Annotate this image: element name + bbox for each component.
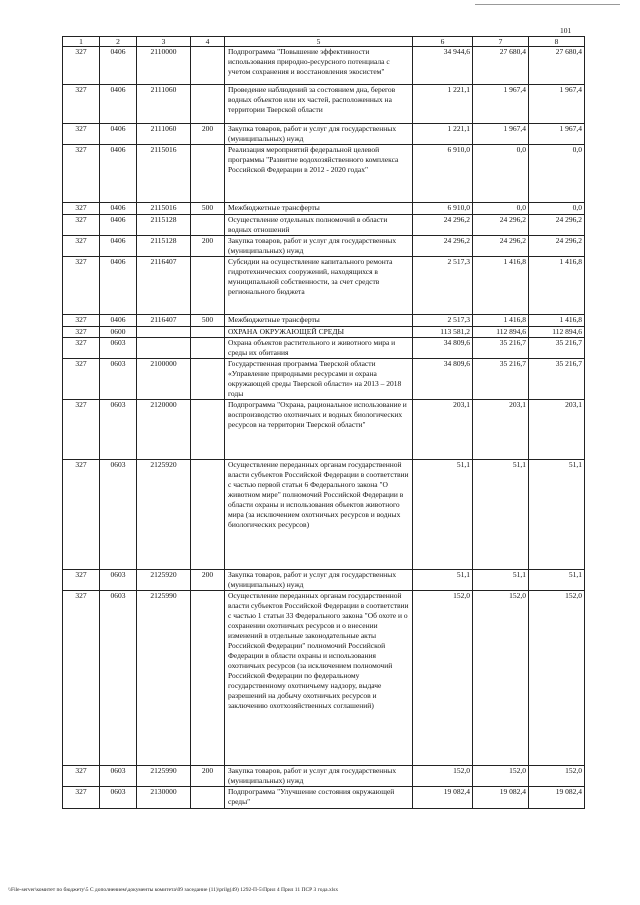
- description-cell: Реализация мероприятий федеральной целевой программы "Развитие водохозяйственного комплекса Российской Федерации в 2012 - 2020 годах": [225, 145, 413, 203]
- table-row: [63, 85, 585, 124]
- section-code-cell: 0603: [100, 460, 137, 570]
- amount-year2-cell: 19 082,4: [473, 787, 529, 809]
- description-cell: Подпрограмма "Охрана, рациональное использование и воспроизводство охотничьих и водных биологических ресурсов на территории Тверской области": [225, 400, 413, 460]
- admin-code-cell: 327: [63, 315, 100, 327]
- expense-type-cell: [191, 47, 225, 85]
- amount-year3-cell: 152,0: [529, 766, 585, 787]
- expense-type-cell: [191, 460, 225, 570]
- admin-code-cell: 327: [63, 787, 100, 809]
- amount-year1-cell: 51,1: [413, 460, 473, 570]
- amount-year3-cell: 35 216,7: [529, 359, 585, 400]
- description-cell: Межбюджетные трансферты: [225, 203, 413, 215]
- amount-year3-cell: 1 416,8: [529, 315, 585, 327]
- amount-year3-cell: 19 082,4: [529, 787, 585, 809]
- amount-year2-cell: 24 296,2: [473, 236, 529, 257]
- table-row: [63, 570, 585, 591]
- section-code-cell: 0406: [100, 215, 137, 236]
- target-code-cell: 2130000: [137, 787, 191, 809]
- amount-year3-cell: 51,1: [529, 570, 585, 591]
- expense-type-cell: 500: [191, 203, 225, 215]
- table-row: [63, 124, 585, 145]
- amount-year1-cell: 24 296,2: [413, 215, 473, 236]
- amount-year3-cell: 51,1: [529, 460, 585, 570]
- admin-code-cell: 327: [63, 257, 100, 315]
- section-code-cell: 0406: [100, 315, 137, 327]
- amount-year3-cell: 112 894,6: [529, 327, 585, 338]
- description-cell: Осуществление переданных органам государственной власти субъектов Российской Федерации в соответствии с частью первой статьи 6 Федерального закона "О животном мире" полномочий Российской Федерации в области охраны и использования объектов животного мира (за исключением охотничьих ресурсов и водных биологических ресурсов): [225, 460, 413, 570]
- column-header: 4: [191, 37, 225, 47]
- column-header: 6: [413, 37, 473, 47]
- table-row: [63, 787, 585, 809]
- target-code-cell: 2110000: [137, 47, 191, 85]
- admin-code-cell: 327: [63, 203, 100, 215]
- admin-code-cell: 327: [63, 85, 100, 124]
- amount-year1-cell: 34 809,6: [413, 338, 473, 359]
- target-code-cell: 2125990: [137, 591, 191, 766]
- admin-code-cell: 327: [63, 359, 100, 400]
- amount-year1-cell: 2 517,3: [413, 257, 473, 315]
- expense-type-cell: [191, 145, 225, 203]
- target-code-cell: 2115128: [137, 236, 191, 257]
- target-code-cell: 2125920: [137, 570, 191, 591]
- admin-code-cell: 327: [63, 327, 100, 338]
- description-cell: ОХРАНА ОКРУЖАЮЩЕЙ СРЕДЫ: [225, 327, 413, 338]
- expense-type-cell: [191, 215, 225, 236]
- description-cell: Проведение наблюдений за состоянием дна, берегов водных объектов или их частей, расположенных на территории Тверской области: [225, 85, 413, 124]
- amount-year3-cell: 24 296,2: [529, 215, 585, 236]
- section-code-cell: 0603: [100, 400, 137, 460]
- description-cell: Осуществление отдельных полномочий в области водных отношений: [225, 215, 413, 236]
- section-code-cell: 0406: [100, 145, 137, 203]
- target-code-cell: 2111060: [137, 124, 191, 145]
- amount-year2-cell: 152,0: [473, 766, 529, 787]
- amount-year1-cell: 152,0: [413, 766, 473, 787]
- description-cell: Межбюджетные трансферты: [225, 315, 413, 327]
- amount-year3-cell: 1 967,4: [529, 85, 585, 124]
- amount-year1-cell: 1 221,1: [413, 124, 473, 145]
- admin-code-cell: 327: [63, 400, 100, 460]
- section-code-cell: 0603: [100, 591, 137, 766]
- amount-year1-cell: 6 910,0: [413, 203, 473, 215]
- amount-year1-cell: 1 221,1: [413, 85, 473, 124]
- section-code-cell: 0603: [100, 359, 137, 400]
- target-code-cell: 2115016: [137, 145, 191, 203]
- budget-table: [62, 36, 585, 809]
- target-code-cell: 2120000: [137, 400, 191, 460]
- file-path-footer: \\File-server\комитет по бюджету\5 С дополнением\документы комитета\09 заседание (11)\prilg(49) 1292-П-5\Прил 4 Прил 11 ПСР 3 года.xlsx: [8, 887, 339, 893]
- expense-type-cell: 200: [191, 236, 225, 257]
- admin-code-cell: 327: [63, 47, 100, 85]
- expense-type-cell: 200: [191, 124, 225, 145]
- expense-type-cell: [191, 400, 225, 460]
- section-code-cell: 0603: [100, 570, 137, 591]
- expense-type-cell: [191, 359, 225, 400]
- amount-year2-cell: 1 416,8: [473, 257, 529, 315]
- amount-year2-cell: 0,0: [473, 203, 529, 215]
- amount-year2-cell: 203,1: [473, 400, 529, 460]
- target-code-cell: 2100000: [137, 359, 191, 400]
- expense-type-cell: 200: [191, 570, 225, 591]
- amount-year1-cell: 51,1: [413, 570, 473, 591]
- description-cell: Закупка товаров, работ и услуг для государственных (муниципальных) нужд: [225, 570, 413, 591]
- table-row: [63, 315, 585, 327]
- amount-year1-cell: 203,1: [413, 400, 473, 460]
- table-row: [63, 215, 585, 236]
- amount-year3-cell: 27 680,4: [529, 47, 585, 85]
- admin-code-cell: 327: [63, 570, 100, 591]
- amount-year1-cell: 152,0: [413, 591, 473, 766]
- target-code-cell: 2125920: [137, 460, 191, 570]
- table-row: [63, 460, 585, 570]
- expense-type-cell: [191, 787, 225, 809]
- column-header: 7: [473, 37, 529, 47]
- table-row: [63, 203, 585, 215]
- admin-code-cell: 327: [63, 338, 100, 359]
- admin-code-cell: 327: [63, 766, 100, 787]
- expense-type-cell: [191, 338, 225, 359]
- table-row: [63, 47, 585, 85]
- table-row: [63, 766, 585, 787]
- description-cell: Подпрограмма "Улучшение состояния окружающей среды": [225, 787, 413, 809]
- amount-year1-cell: 2 517,3: [413, 315, 473, 327]
- section-code-cell: 0603: [100, 787, 137, 809]
- amount-year2-cell: 1 967,4: [473, 124, 529, 145]
- amount-year3-cell: 0,0: [529, 145, 585, 203]
- top-rule: [475, 4, 620, 5]
- amount-year2-cell: 1 416,8: [473, 315, 529, 327]
- page-number: 101: [560, 26, 572, 35]
- target-code-cell: [137, 338, 191, 359]
- amount-year1-cell: 6 910,0: [413, 145, 473, 203]
- section-code-cell: 0406: [100, 47, 137, 85]
- target-code-cell: 2115128: [137, 215, 191, 236]
- description-cell: Подпрограмма "Повышение эффективности использования природно-ресурсного потенциала с учетом сохранения и восстановления экосистем": [225, 47, 413, 85]
- target-code-cell: 2125990: [137, 766, 191, 787]
- admin-code-cell: 327: [63, 124, 100, 145]
- table-row: [63, 257, 585, 315]
- amount-year3-cell: 24 296,2: [529, 236, 585, 257]
- amount-year2-cell: 152,0: [473, 591, 529, 766]
- admin-code-cell: 327: [63, 145, 100, 203]
- section-code-cell: 0406: [100, 203, 137, 215]
- expense-type-cell: [191, 327, 225, 338]
- amount-year1-cell: 113 581,2: [413, 327, 473, 338]
- target-code-cell: [137, 327, 191, 338]
- admin-code-cell: 327: [63, 215, 100, 236]
- section-code-cell: 0406: [100, 236, 137, 257]
- description-cell: Закупка товаров, работ и услуг для государственных (муниципальных) нужд: [225, 766, 413, 787]
- amount-year2-cell: 51,1: [473, 570, 529, 591]
- amount-year1-cell: 24 296,2: [413, 236, 473, 257]
- table-row: [63, 338, 585, 359]
- expense-type-cell: [191, 591, 225, 766]
- expense-type-cell: [191, 257, 225, 315]
- amount-year2-cell: 27 680,4: [473, 47, 529, 85]
- amount-year2-cell: 51,1: [473, 460, 529, 570]
- section-code-cell: 0600: [100, 327, 137, 338]
- amount-year1-cell: 34 809,6: [413, 359, 473, 400]
- expense-type-cell: 200: [191, 766, 225, 787]
- amount-year2-cell: 1 967,4: [473, 85, 529, 124]
- amount-year2-cell: 24 296,2: [473, 215, 529, 236]
- amount-year3-cell: 0,0: [529, 203, 585, 215]
- section-code-cell: 0406: [100, 257, 137, 315]
- column-header: 1: [63, 37, 100, 47]
- section-code-cell: 0603: [100, 338, 137, 359]
- target-code-cell: 2115016: [137, 203, 191, 215]
- expense-type-cell: 500: [191, 315, 225, 327]
- amount-year2-cell: 35 216,7: [473, 338, 529, 359]
- table-row: [63, 591, 585, 766]
- table-row: [63, 145, 585, 203]
- description-cell: Закупка товаров, работ и услуг для государственных (муниципальных) нужд: [225, 124, 413, 145]
- amount-year3-cell: 1 967,4: [529, 124, 585, 145]
- admin-code-cell: 327: [63, 236, 100, 257]
- amount-year1-cell: 34 944,6: [413, 47, 473, 85]
- section-code-cell: 0603: [100, 766, 137, 787]
- description-cell: Закупка товаров, работ и услуг для государственных (муниципальных) нужд: [225, 236, 413, 257]
- amount-year3-cell: 203,1: [529, 400, 585, 460]
- amount-year2-cell: 35 216,7: [473, 359, 529, 400]
- target-code-cell: 2116407: [137, 257, 191, 315]
- column-header: 3: [137, 37, 191, 47]
- section-code-cell: 0406: [100, 85, 137, 124]
- table-row: [63, 400, 585, 460]
- amount-year2-cell: 112 894,6: [473, 327, 529, 338]
- target-code-cell: 2116407: [137, 315, 191, 327]
- table-row: [63, 359, 585, 400]
- amount-year3-cell: 152,0: [529, 591, 585, 766]
- amount-year3-cell: 1 416,8: [529, 257, 585, 315]
- column-header: 2: [100, 37, 137, 47]
- header-row: [63, 37, 585, 47]
- table-row: [63, 236, 585, 257]
- admin-code-cell: 327: [63, 591, 100, 766]
- target-code-cell: 2111060: [137, 85, 191, 124]
- amount-year3-cell: 35 216,7: [529, 338, 585, 359]
- expense-type-cell: [191, 85, 225, 124]
- column-header: 8: [529, 37, 585, 47]
- description-cell: Охрана объектов растительного и животного мира и среды их обитания: [225, 338, 413, 359]
- amount-year2-cell: 0,0: [473, 145, 529, 203]
- section-code-cell: 0406: [100, 124, 137, 145]
- description-cell: Осуществление переданных органам государственной власти субъектов Российской Федерации в соответствии с частью 1 статьи 33 Федерального закона "Об охоте и о сохранении охотничьих ресурсов и о внесении изменений в отдельные законодательные акты Российской Федерации" полномочий Российской Федерации в области охраны и использования охотничьих ресурсов (за исключением полномочий Российской Федерации по федеральному государственному охотничьему надзору, выдаче разрешений на добычу охотничьих ресурсов и заключению охотхозяйственных соглашений): [225, 591, 413, 766]
- amount-year1-cell: 19 082,4: [413, 787, 473, 809]
- description-cell: Государственная программа Тверской области «Управление природными ресурсами и охрана окружающей среды Тверской области» на 2013 – 2018 годы: [225, 359, 413, 400]
- column-header: 5: [225, 37, 413, 47]
- description-cell: Субсидии на осуществление капитального ремонта гидротехнических сооружений, находящихся в муниципальной собственности, за счет средств регионального бюджета: [225, 257, 413, 315]
- admin-code-cell: 327: [63, 460, 100, 570]
- table-row: [63, 327, 585, 338]
